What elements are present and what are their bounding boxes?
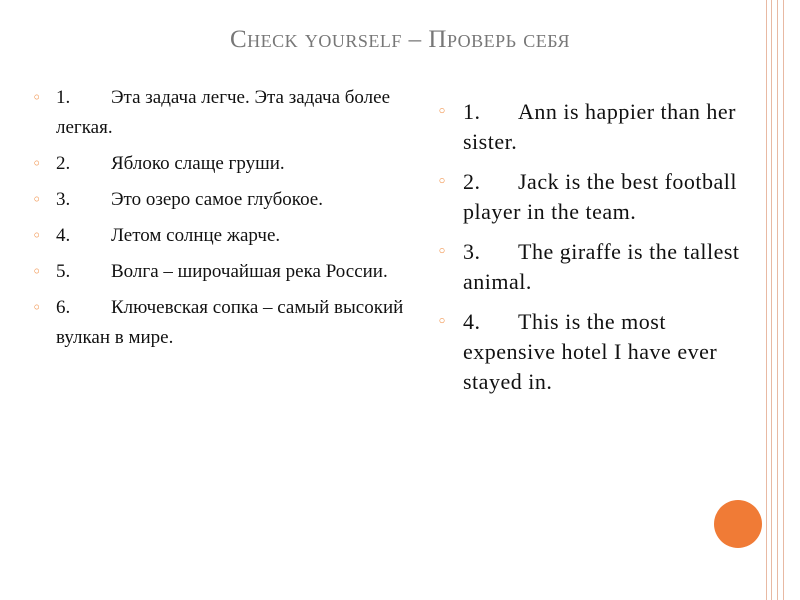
list-item: [32, 221, 412, 251]
item-number: 1.: [56, 87, 71, 108]
bullet-icon: ◦: [32, 154, 42, 173]
list-item: [437, 307, 757, 397]
list-item: [437, 237, 757, 297]
english-sentences-list: [437, 97, 757, 407]
item-number: 4.: [463, 309, 481, 334]
decorative-orange-circle: [714, 500, 762, 548]
decorative-border-line: [766, 0, 767, 600]
item-text: Волга – широчайшая река России.: [111, 261, 388, 282]
item-number: 2.: [56, 153, 71, 174]
list-item: [32, 149, 412, 179]
bullet-icon: ◦: [32, 298, 42, 317]
item-number: 4.: [56, 225, 71, 246]
bullet-icon: ◦: [437, 102, 448, 122]
item-number: 5.: [56, 261, 71, 282]
list-item: [437, 97, 757, 157]
item-number: 6.: [56, 297, 71, 318]
decorative-border-line: [777, 0, 778, 600]
russian-sentences-list: [32, 83, 412, 359]
item-number: 3.: [56, 189, 71, 210]
item-text: Эта задача легче. Эта задача более легкая.: [56, 87, 391, 138]
bullet-icon: ◦: [32, 226, 42, 245]
item-text: This is the most expensive hotel I have ever stayed in.: [463, 309, 718, 394]
item-text: Яблоко слаще груши.: [111, 153, 285, 174]
decorative-border-line: [783, 0, 784, 600]
item-number: 3.: [463, 239, 481, 264]
list-item: [32, 185, 412, 215]
item-text: Ключевская сопка – самый высокий вулкан в мире.: [56, 297, 404, 348]
item-number: 1.: [463, 99, 481, 124]
list-item: [437, 167, 757, 227]
item-text: Летом солнце жарче.: [111, 225, 281, 246]
item-text: Ann is happier than her sister.: [463, 99, 736, 154]
bullet-icon: ◦: [437, 172, 448, 192]
bullet-icon: ◦: [437, 312, 448, 332]
item-text: Это озеро самое глубокое.: [111, 189, 323, 210]
decorative-border-line: [771, 0, 772, 600]
item-number: 2.: [463, 169, 481, 194]
bullet-icon: ◦: [32, 88, 42, 107]
list-item: [32, 83, 412, 143]
item-text: Jack is the best football player in the team.: [463, 169, 738, 224]
bullet-icon: ◦: [437, 242, 448, 262]
list-item: [32, 293, 412, 353]
slide-title: Check yourself – Проверь себя: [229, 26, 571, 53]
item-text: The giraffe is the tallest animal.: [463, 239, 740, 294]
list-item: [32, 257, 412, 287]
bullet-icon: ◦: [32, 190, 42, 209]
bullet-icon: ◦: [32, 262, 42, 281]
